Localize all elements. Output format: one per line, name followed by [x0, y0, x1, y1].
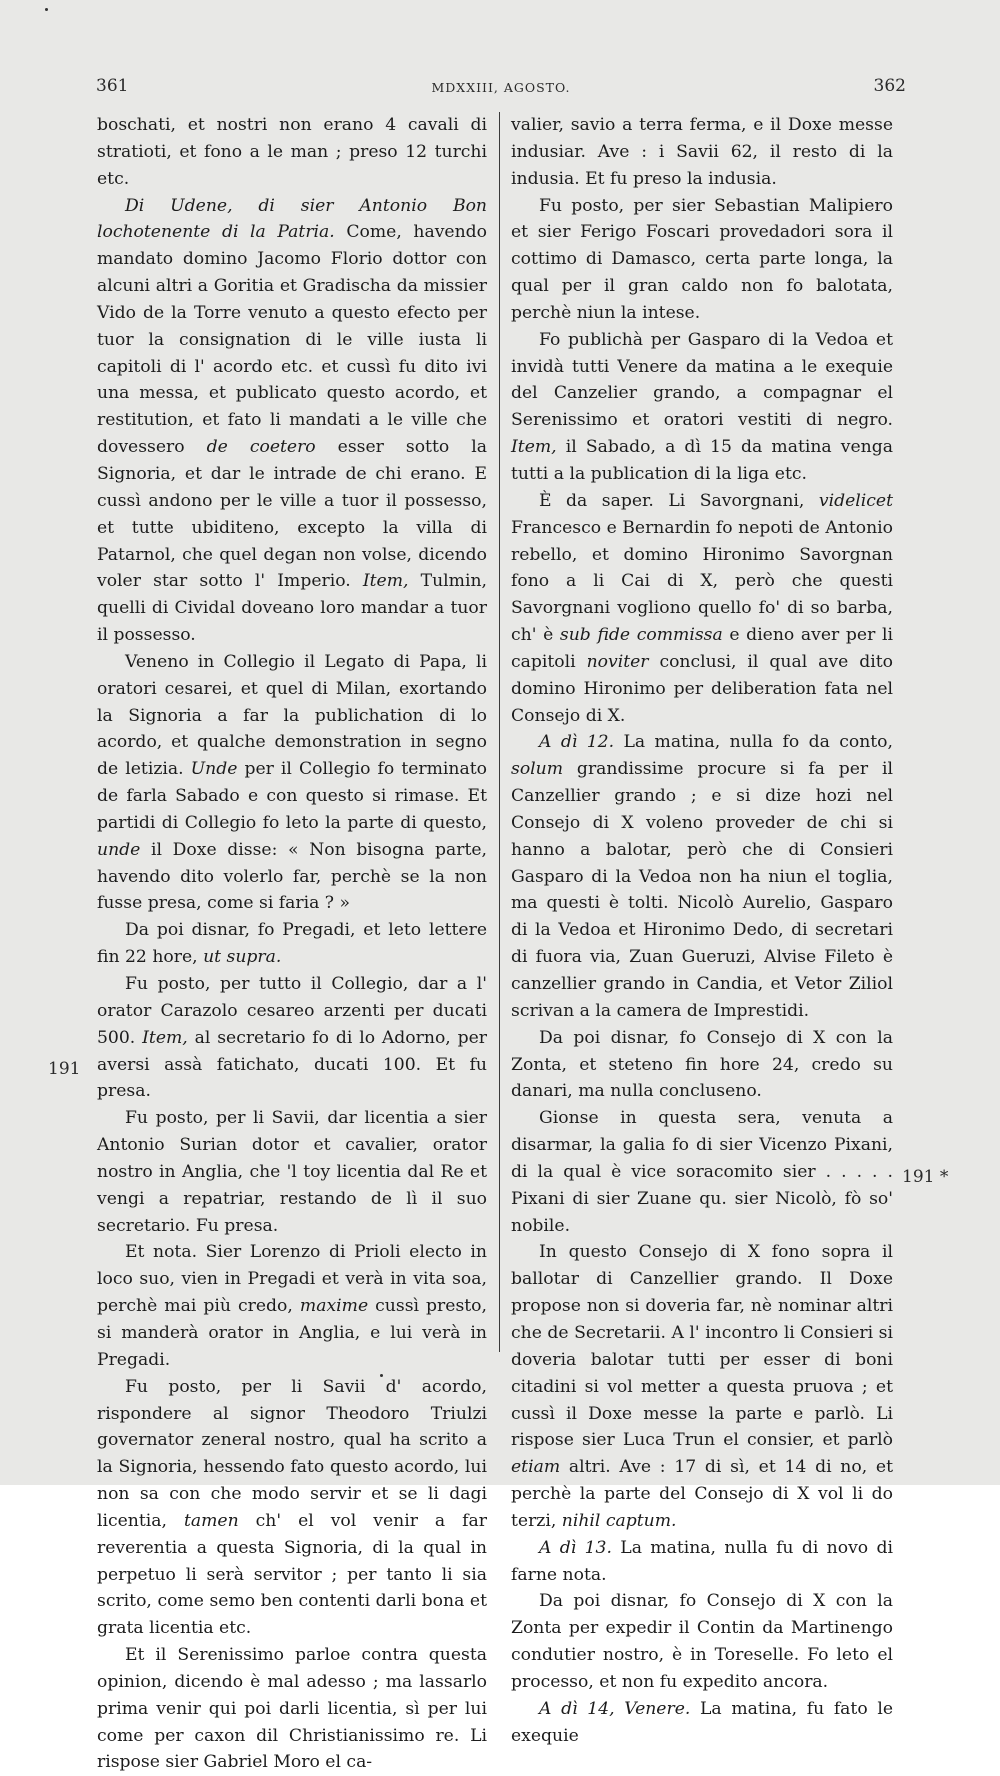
- margin-number-left: 191: [48, 1059, 81, 1079]
- paragraph: È da saper. Li Savorgnani, videlicet Francesco e Bernardin fo nepoti de Antonio rebello, et domino Hironimo Savorgnan fono a li Cai di X, però che questi Savorgnani vogliono quello fo' di so barba, ch' è sub fide commissa e dieno aver per li capitoli noviter conclusi, il qual ave dito domino Hironimo per deliberation fata nel Consejo di X.: [511, 490, 893, 726]
- page-header: [96, 76, 906, 102]
- page-number-left: 361: [96, 76, 129, 96]
- paragraph: Da poi disnar, fo Consejo di X con la Zonta, et steteno fin hore 24, credo su danari, ma nulla concluseno.: [511, 1027, 893, 1102]
- paragraph: Gionse in questa sera, venuta a disarmar, la galia fo di sier Vicenzo Pixani, di la qual è vice soracomito sier . . . . . Pixani di sier Zuane qu. sier Nicolò, fò so' nobile.: [511, 1108, 893, 1236]
- running-head: MDXXIII, AGOSTO.: [431, 80, 571, 95]
- paragraph: Fu posto, per li Savii d' acordo, rispondere al signor Theodoro Triulzi governator zeneral nostro, qual ha scrito a la Signoria, hessendo fato questo acordo, lui non sa con che modo servir et se li dagi licentia, tamen ch' el vol venir a far reverentia a questa Signoria, di la qual in perpetuo li serà servitor ; per tanto li sia scrito, come semo ben contenti darli bona et grata licentia etc.: [97, 1376, 487, 1639]
- paragraph: valier, savio a terra ferma, e il Doxe messe indusiar. Ave : i Savii 62, il resto di la indusia. Et fu preso la indusia.: [511, 115, 893, 189]
- paragraph: Da poi disnar, fo Consejo di X con la Zonta per expedir il Contin da Martinengo condutier nostro, è in Toreselle. Fo leto el processo, et non fu expedito ancora.: [511, 1591, 893, 1692]
- page-number-right: 362: [873, 76, 906, 96]
- date-heading: A dì 13.: [539, 1537, 612, 1558]
- paragraph: Fo publichà per Gasparo di la Vedoa et invidà tutti Venere da matina a le exequie del Canzelier grando, a compagnar el Serenissimo et oratori vestiti di negro. Item, il Sabado, a dì 15 da matina venga tutti a la publication di la liga etc.: [511, 329, 893, 484]
- left-column: [97, 112, 487, 1776]
- paragraph: Veneno in Collegio il Legato di Papa, li oratori cesarei, et quel di Milan, exortando la Signoria a far la publichation di lo acordo, et qualche demonstration in segno de letizia. Unde per il Collegio fo terminato de farla Sabado e con questo si rimase. Et partidi di Collegio fo leto la parte di questo, unde il Doxe disse: « Non bisogna parte, havendo dito volerlo far, perchè se la non fusse presa, come si faria ? »: [97, 651, 487, 914]
- column-divider: [499, 112, 500, 1352]
- date-heading: A dì 12.: [539, 732, 615, 753]
- paragraph: A dì 12. La matina, nulla fo da conto, solum grandissime procure si fa per il Canzellier grando ; e si dize hozi nel Consejo di X voleno proveder de chi si hanno a balotar, però che di Consieri Gasparo di la Vedoa non ha niun el toglia, ma questi è tolti. Nicolò Aurelio, Gasparo di la Vedoa et Hironimo Dedo, di secretari di fuora via, Zuan Gueruzi, Alvise Fileto è canzellier grando in Candia, et Vetor Ziliol scrivan a la camera de Imprestidi.: [511, 732, 893, 1021]
- paragraph: boschati, et nostri non erano 4 cavali di stratioti, et fono a le man ; preso 12 turchi etc.: [97, 115, 487, 189]
- paragraph: In questo Consejo di X fono sopra il ballotar di Canzellier grando. Il Doxe propose non si doveria far, nè nominar altri che de Secretarii. A l' incontro li Consieri si doveria balotar tutti per esser di boni citadini si vol metter a questa pruova ; et cussì il Doxe messe la parte e parlò. Li rispose sier Luca Trun el consier, et parlò etiam altri. Ave : 17 di sì, et 14 di no, et perchè la parte del Consejo di X vol li do terzi, nihil captum.: [511, 1242, 893, 1531]
- paper-speck: [380, 1374, 383, 1377]
- paragraph: Et nota. Sier Lorenzo di Prioli electo in loco suo, vien in Pregadi et verà in vita soa, perchè mai più credo, maxime cussì presto, si manderà orator in Anglia, e lui verà in Pregadi.: [97, 1242, 487, 1370]
- right-column: [511, 112, 893, 1749]
- paragraph: Da poi disnar, fo Pregadi, et leto lettere fin 22 hore, ut supra.: [97, 920, 487, 968]
- italic-heading: Di Udene, di sier Antonio Bon lochotenente di la Patria.: [97, 195, 487, 243]
- paragraph: A dì 14, Venere. La matina, fu fato le exequie: [511, 1698, 894, 1746]
- paragraph: A dì 13. La matina, nulla fu di novo di farne nota.: [511, 1537, 893, 1585]
- paragraph: Fu posto, per tutto il Collegio, dar a l' orator Carazolo cesareo arzenti per ducati 500. Item, al secretario fo di lo Adorno, per aversi assà fatichato, ducati 100. Et fu presa.: [97, 974, 487, 1102]
- paragraph: Di Udene, di sier Antonio Bon lochotenente di la Patria. Come, havendo mandato domino Jacomo Florio dottor con alcuni altri a Goritia et Gradischa da missier Vido de la Torre venuto a questo efecto per tuor la consignation di le ville iusta li capitoli di l' acordo etc. et cussì fu dito ivi una messa, et publicato questo acordo, et restitution, et fato li mandati a le ville che dovessero de coetero esser sotto la Signoria, et dar le intrade de chi erano. E cussì andono per le ville a tuor il possesso, et tutte ubiditeno, excepto la villa di Patarnol, che quel degan non volse, dicendo voler star sotto l' Imperio. Item, Tulmin, quelli di Cividal doveano loro mandar a tuor il possesso.: [97, 195, 488, 646]
- date-heading: A dì 14, Venere.: [539, 1698, 691, 1719]
- paragraph: Fu posto, per li Savii, dar licentia a sier Antonio Surian dotor et cavalier, orator nostro in Anglia, che 'l toy licentia dal Re et vengi a repatriar, restando de lì il suo secretario. Fu presa.: [97, 1108, 487, 1236]
- paper-speck: [45, 8, 48, 11]
- margin-number-right: 191 *: [902, 1167, 949, 1187]
- paragraph: Et il Serenissimo parloe contra questa opinion, dicendo è mal adesso ; ma lassarlo prima venir qui poi darli licentia, sì per lui come per caxon dil Christianissimo re. Li rispose sier Gabriel Moro el ca-: [97, 1645, 487, 1773]
- paragraph: Fu posto, per sier Sebastian Malipiero et sier Ferigo Foscari provedadori sora il cottimo di Damasco, certa parte longa, la qual per il gran caldo non fo balotata, perchè niun la intese.: [511, 195, 893, 323]
